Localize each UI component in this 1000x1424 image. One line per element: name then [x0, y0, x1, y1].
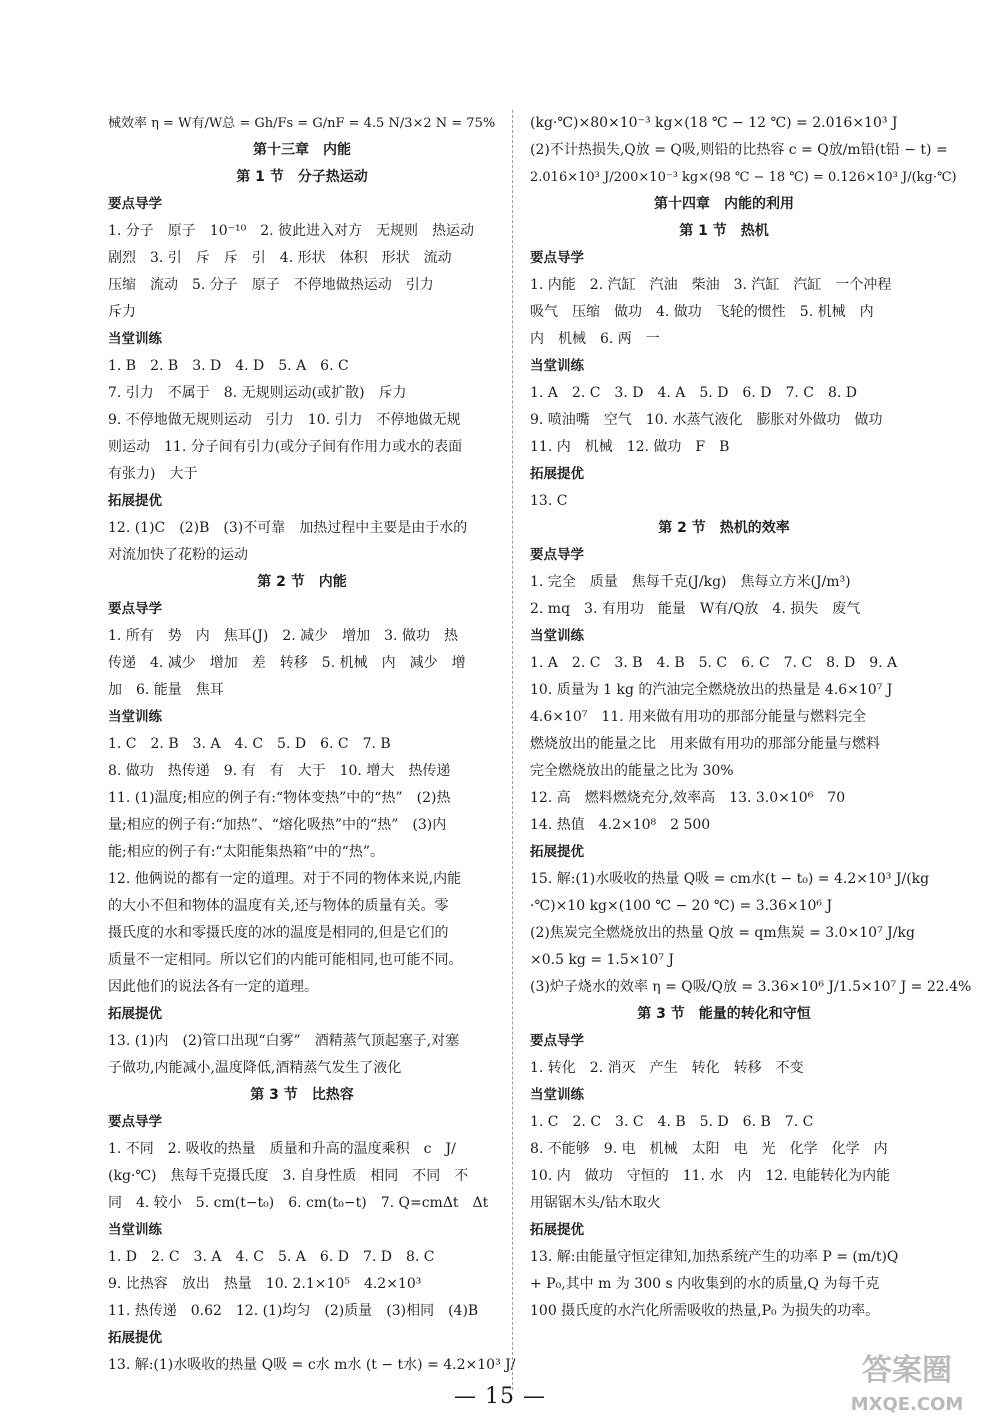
- answer-line: 11. (1)温度;相应的例子有:“物体变热”中的“热” (2)热: [108, 790, 451, 806]
- section-label: 要点导学: [530, 250, 584, 266]
- answer-line: (3)炉子烧水的效率 η = Q吸/Q放 = 3.36×10⁶ J/1.5×10⁷ J = 22.4%: [530, 979, 972, 995]
- watermark-logo-text: 答案圈: [862, 1353, 952, 1388]
- answer-line: 1. 完全 质量 焦每千克(J/kg) 焦每立方米(J/m³): [530, 574, 851, 590]
- answer-line: (2)焦炭完全燃烧放出的热量 Q放 = qm焦炭 = 3.0×10⁷ J/kg: [530, 925, 915, 941]
- answer-line: 12. (1)C (2)B (3)不可靠 加热过程中主要是由于水的: [108, 520, 468, 536]
- answer-line: 对流加快了花粉的运动: [108, 547, 248, 563]
- column-divider: [512, 110, 513, 1390]
- answer-line: 100 摄氏度的水汽化所需吸收的热量,P₀ 为损失的功率。: [530, 1303, 880, 1319]
- answer-line: 1. 转化 2. 消灭 产生 转化 转移 不变: [530, 1060, 804, 1076]
- section-label: 要点导学: [108, 601, 162, 617]
- section-heading: 第 2 节 内能: [257, 574, 347, 590]
- answer-line: 1. 内能 2. 汽缸 汽油 柴油 3. 汽缸 汽缸 一个冲程: [530, 277, 892, 293]
- section-label: 拓展提优: [530, 1222, 584, 1238]
- answer-line: 11. 内 机械 12. 做功 F B: [530, 439, 730, 455]
- section-label: 拓展提优: [108, 1006, 162, 1022]
- section-heading: 第 3 节 比热容: [250, 1087, 354, 1103]
- answer-line: 有张力) 大于: [108, 466, 198, 482]
- page-number: — 15 —: [454, 1384, 546, 1409]
- section-label: 当堂训练: [108, 331, 162, 347]
- answer-line: 1. 不同 2. 吸收的热量 质量和升高的温度乘积 c J/: [108, 1141, 456, 1157]
- answer-line: 因此他们的说法各有一定的道理。: [108, 979, 318, 995]
- answer-line: 1. B 2. B 3. D 4. D 5. A 6. C: [108, 358, 349, 374]
- answer-line: 完全燃烧放出的能量之比为 30%: [530, 763, 734, 779]
- answer-line: 8. 不能够 9. 电 机械 太阳 电 光 化学 化学 内: [530, 1141, 888, 1157]
- answer-line: 剧烈 3. 引 斥 斥 引 4. 形状 体积 形状 流动: [108, 250, 452, 266]
- formula-line: 2.016×10³ J/200×10⁻³ kg×(98 ℃ − 18 ℃) = 0.126×10³ J/(kg·℃): [530, 170, 957, 185]
- answer-line: 8. 做功 热传递 9. 有 有 大于 10. 增大 热传递: [108, 763, 451, 779]
- answer-line: 子做功,内能减小,温度降低,酒精蒸气发生了液化: [108, 1060, 402, 1076]
- section-heading: 第 1 节 分子热运动: [236, 169, 368, 185]
- section-heading: 第十三章 内能: [253, 142, 351, 158]
- answer-line: 加 6. 能量 焦耳: [108, 682, 224, 698]
- answer-line: 的大小不但和物体的温度有关,还与物体的质量有关。零: [108, 898, 449, 914]
- left-column: [108, 110, 516, 1379]
- answer-line: 2. mq 3. 有用功 能量 W有/Q放 4. 损失 废气: [530, 601, 861, 617]
- answer-line: (kg·℃)×80×10⁻³ kg×(18 ℃ − 12 ℃) = 2.016×10³ J: [530, 115, 898, 131]
- section-label: 拓展提优: [530, 844, 584, 860]
- answer-line: 1. 分子 原子 10⁻¹⁰ 2. 彼此进入对方 无规则 热运动: [108, 223, 475, 239]
- watermark-url-text: MXQE.COM: [850, 1394, 964, 1415]
- answer-line: 同 4. 较小 5. cm(t−t₀) 6. cm(t₀−t) 7. Q=cmΔt Δt: [108, 1195, 489, 1211]
- answer-line: 摄氏度的水和零摄氏度的冰的温度是相同的,但是它们的: [108, 925, 449, 941]
- section-label: 要点导学: [108, 196, 162, 212]
- answer-line: 13. 解:由能量守恒定律知,加热系统产生的功率 P = (m/t)Q: [530, 1249, 899, 1265]
- answer-line: 压缩 流动 5. 分子 原子 不停地做热运动 引力: [108, 277, 434, 293]
- formula-line: 械效率 η = W有/W总 = Gh/Fs = G/nF = 4.5 N/3×2 N = 75%: [108, 116, 496, 131]
- answer-line: 则运动 11. 分子间有引力(或分子间有作用力或水的表面: [108, 439, 463, 455]
- answer-line: 1. A 2. C 3. D 4. A 5. D 6. D 7. C 8. D: [530, 385, 858, 401]
- section-heading: 第 1 节 热机: [679, 223, 769, 239]
- answer-line: 质量不一定相同。所以它们的内能可能相同,也可能不同。: [108, 952, 463, 968]
- answer-line: 9. 不停地做无规则运动 引力 10. 引力 不停地做无规: [108, 412, 461, 428]
- answer-line: 15. 解:(1)水吸收的热量 Q吸 = cm水(t − t₀) = 4.2×10³ J/(kg: [530, 871, 930, 887]
- answer-line: 13. 解:(1)水吸收的热量 Q吸 = c水 m水 (t − t水) = 4.2×10³ J/: [108, 1357, 516, 1373]
- answer-line: 14. 热值 4.2×10⁸ 2 500: [530, 817, 711, 833]
- answer-line: 11. 热传递 0.62 12. (1)均匀 (2)质量 (3)相同 (4)B: [108, 1303, 479, 1319]
- answer-line: 燃烧放出的能量之比 用来做有用功的那部分能量与燃料: [530, 736, 880, 752]
- watermark-logo: [842, 1340, 972, 1420]
- answer-line: ×0.5 kg = 1.5×10⁷ J: [530, 952, 675, 968]
- answer-line: 1. A 2. C 3. B 4. B 5. C 6. C 7. C 8. D 9. A: [530, 655, 898, 671]
- section-label: 当堂训练: [530, 1087, 584, 1103]
- section-label: 要点导学: [530, 547, 584, 563]
- answer-line: 12. 他俩说的都有一定的道理。对于不同的物体来说,内能: [108, 871, 462, 887]
- section-label: 当堂训练: [108, 1222, 162, 1238]
- answer-line: 能;相应的例子有:“太阳能集热箱”中的“热”。: [108, 844, 385, 860]
- section-label: 当堂训练: [530, 628, 584, 644]
- answer-line: 10. 内 做功 守恒的 11. 水 内 12. 电能转化为内能: [530, 1168, 891, 1184]
- answer-line: 10. 质量为 1 kg 的汽油完全燃烧放出的热量是 4.6×10⁷ J: [530, 682, 893, 698]
- answer-line: 1. C 2. C 3. C 4. B 5. D 6. B 7. C: [530, 1114, 814, 1130]
- answer-line: 斥力: [108, 304, 136, 320]
- section-label: 当堂训练: [108, 709, 162, 725]
- section-label: 拓展提优: [108, 1330, 162, 1346]
- section-label: 要点导学: [530, 1033, 584, 1049]
- answer-line: 9. 比热容 放出 热量 10. 2.1×10⁵ 4.2×10³: [108, 1276, 422, 1292]
- section-label: 拓展提优: [108, 493, 162, 509]
- answer-line: 量;相应的例子有:“加热”、“熔化吸热”中的“热” (3)内: [108, 817, 447, 833]
- answer-line: ·℃)×10 kg×(100 ℃ − 20 ℃) = 3.36×10⁶ J: [530, 898, 833, 914]
- answer-line: 传递 4. 减少 增加 差 转移 5. 机械 内 减少 增: [108, 655, 466, 671]
- answer-line: + P₀,其中 m 为 300 s 内收集到的水的质量,Q 为每千克: [530, 1276, 880, 1292]
- section-heading: 第 3 节 能量的转化和守恒: [637, 1006, 811, 1022]
- answer-line: 1. 所有 势 内 焦耳(J) 2. 减少 增加 3. 做功 热: [108, 628, 458, 644]
- answer-line: 9. 喷油嘴 空气 10. 水蒸气液化 膨胀对外做功 做功: [530, 412, 883, 428]
- answer-line: 13. (1)内 (2)管口出现“白雾” 酒精蒸气顶起塞子,对塞: [108, 1033, 460, 1049]
- answer-line: (2)不计热损失,Q放 = Q吸,则铅的比热容 c = Q放/m铅(t铅 − t) =: [530, 142, 948, 158]
- answer-line: 4.6×10⁷ 11. 用来做有用功的那部分能量与燃料完全: [530, 709, 867, 725]
- answer-line: (kg·℃) 焦每千克摄氏度 3. 自身性质 相同 不同 不: [108, 1168, 469, 1184]
- section-label: 要点导学: [108, 1114, 162, 1130]
- right-column: [530, 110, 972, 1325]
- answer-line: 1. C 2. B 3. A 4. C 5. D 6. C 7. B: [108, 736, 391, 752]
- answer-line: 13. C: [530, 493, 568, 509]
- answer-line: 用锯锯木头/钻木取火: [530, 1195, 661, 1211]
- section-heading: 第十四章 内能的利用: [654, 196, 794, 212]
- section-label: 当堂训练: [530, 358, 584, 374]
- section-heading: 第 2 节 热机的效率: [658, 520, 790, 536]
- section-label: 拓展提优: [530, 466, 584, 482]
- answer-line: 7. 引力 不属于 8. 无规则运动(或扩散) 斥力: [108, 385, 407, 401]
- answer-line: 内 机械 6. 两 一: [530, 331, 660, 347]
- answer-line: 1. D 2. C 3. A 4. C 5. A 6. D 7. D 8. C: [108, 1249, 435, 1265]
- answer-line: 吸气 压缩 做功 4. 做功 飞轮的惯性 5. 机械 内: [530, 304, 874, 320]
- answer-line: 12. 高 燃料燃烧充分,效率高 13. 3.0×10⁶ 70: [530, 790, 846, 806]
